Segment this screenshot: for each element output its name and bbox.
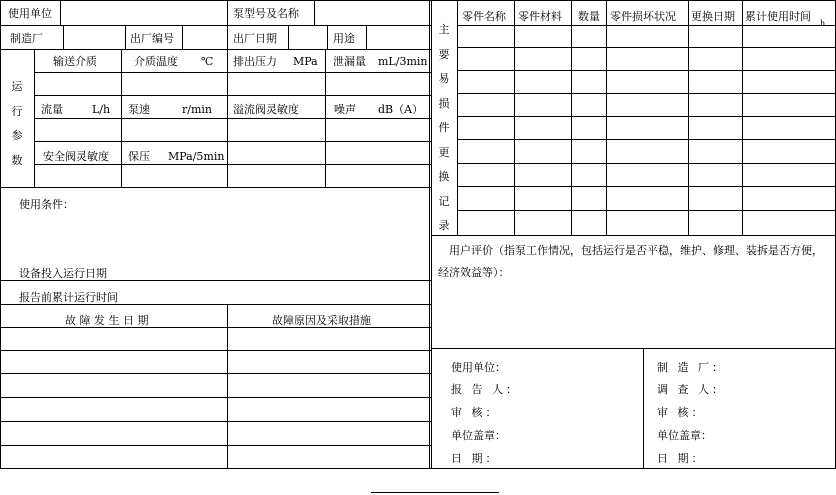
medium-temp-unit: ℃ (201, 55, 214, 68)
serial-number-label: 出厂编号 (130, 32, 174, 45)
factory-date-label: 出厂日期 (233, 32, 277, 45)
pump-speed-unit: r/min (182, 103, 212, 116)
sign-investigator: 调 查 人： (657, 383, 726, 396)
sign-reviewer-right: 审 核： (657, 406, 706, 419)
sign-unit-seal-right: 单位盖章： (657, 429, 712, 442)
sign-date-left: 日 期： (451, 452, 500, 465)
sign-reviewer-left: 审 核： (451, 406, 500, 419)
parts-header-cumulative-time: 累计使用时间 (745, 10, 811, 23)
pump-speed-label: 泵速 (128, 103, 150, 116)
hours-unit-mark: h (820, 19, 826, 28)
discharge-pressure-unit: MPa (293, 55, 318, 68)
pump-model-label: 泵型号及名称 (233, 7, 299, 20)
usage-conditions-label: 使用条件： (19, 198, 74, 211)
evaluation-line-1: 用户评价（指泵工作情况，包括运行是否平稳，维护、修理、装拆是否方便， (449, 244, 823, 257)
leakage-label: 泄漏量 (333, 55, 366, 68)
noise-unit: dB（A） (378, 103, 424, 116)
commission-date-label: 设备投入运行日期 (19, 267, 107, 280)
usage-label: 用途 (333, 32, 355, 45)
holding-pressure-unit: MPa/5min (168, 150, 225, 163)
medium-temp-label: 介质温度 (134, 55, 178, 68)
cumulative-runtime-label: 报告前累计运行时间 (19, 291, 118, 304)
noise-label: 噪声 (334, 103, 356, 116)
overflow-valve-label: 溢流阀灵敏度 (233, 103, 299, 116)
fault-date-header: 故 障 发 生 日 期 (65, 314, 149, 327)
parts-header-quantity: 数量 (578, 10, 600, 23)
parts-header-replace-date: 更换日期 (691, 10, 735, 23)
user-unit-label: 使用单位 (8, 7, 52, 20)
parts-record-side-label: 主 要 易 损 件 更 换 记 录 (438, 23, 450, 232)
sign-manufacturer: 制 造 厂： (657, 361, 726, 374)
sign-user-unit: 使用单位： (451, 361, 506, 374)
flow-unit: L/h (92, 103, 111, 116)
safety-valve-label: 安全阀灵敏度 (43, 150, 109, 163)
discharge-pressure-label: 排出压力 (233, 55, 277, 68)
evaluation-line-2: 经济效益等）： (438, 266, 510, 279)
fault-cause-header: 故障原因及采取措施 (272, 314, 371, 327)
run-params-side-label: 运 行 参 数 (11, 80, 23, 167)
holding-pressure-label: 保压 (128, 150, 150, 163)
conveyed-medium-label: 输送介质 (53, 55, 97, 68)
sign-date-right: 日 期： (657, 452, 706, 465)
flow-label: 流量 (41, 103, 63, 116)
manufacturer-label: 制造厂 (10, 32, 43, 45)
parts-header-damage: 零件损坏状况 (610, 10, 676, 23)
parts-header-name: 零件名称 (462, 10, 506, 23)
sign-unit-seal-left: 单位盖章： (451, 429, 506, 442)
leakage-unit: mL/3min (378, 55, 428, 68)
parts-header-material: 零件材料 (518, 10, 562, 23)
sign-reporter: 报 告 人： (451, 383, 520, 396)
